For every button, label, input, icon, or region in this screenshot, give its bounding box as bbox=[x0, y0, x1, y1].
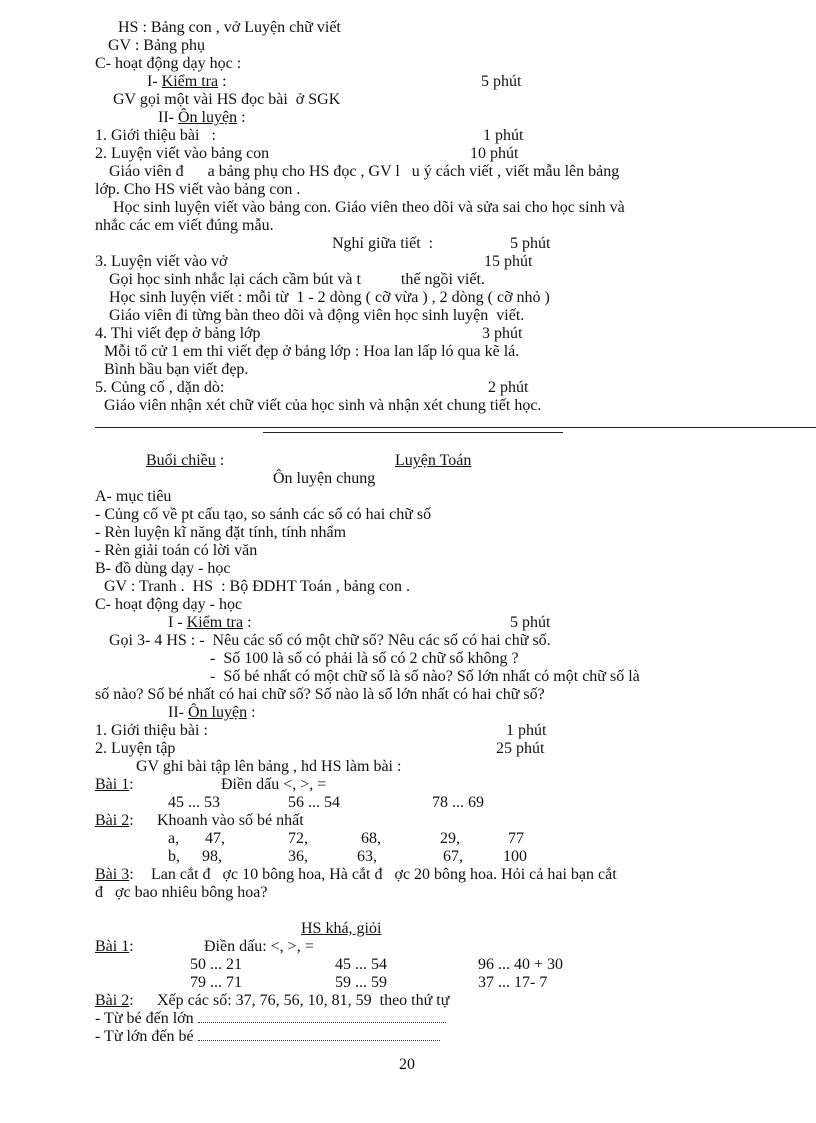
step-wrapup-time: 2 phút bbox=[488, 379, 529, 396]
objective-item: - Rèn giải toán có lời văn bbox=[95, 542, 258, 559]
advanced-exercise-1-item: 37 ... 17- 7 bbox=[478, 974, 548, 991]
check-text: GV gọi một vài HS đọc bài ở SGK bbox=[113, 91, 341, 108]
session-label: Buổi chiều : bbox=[146, 452, 225, 469]
practice-instruction: GV ghi bài tập lên bảng , hd HS làm bài : bbox=[136, 758, 402, 775]
exercise-1-item: 56 ... 54 bbox=[288, 794, 340, 811]
check-question: - Số bé nhất có một chữ số là số nào? Số lớn nhất có một chữ số là bbox=[210, 668, 640, 685]
exercise-2-number: 68, bbox=[361, 830, 381, 847]
advanced-exercise-2-label: Bài 2: bbox=[95, 992, 134, 1009]
section-b-heading: B- đồ dùng dạy - học bbox=[95, 560, 231, 577]
materials-hs: HS : Bảng con , vở Luyện chữ viết bbox=[118, 19, 341, 36]
paragraph-line: Giáo viên đ a bảng phụ cho HS đọc , GV l u ý cách viết , viết mẫu lên bảng bbox=[109, 163, 620, 180]
step-contest-time: 3 phút bbox=[482, 325, 523, 342]
step-wrapup: 5. Củng cố , dặn dò: bbox=[95, 379, 225, 396]
paragraph-line: Giáo viên nhận xét chữ viết của học sinh và nhận xét chung tiết học. bbox=[104, 397, 542, 414]
advanced-exercise-1-item: 79 ... 71 bbox=[190, 974, 242, 991]
page-number: 20 bbox=[399, 1056, 415, 1073]
step-intro-time: 1 phút bbox=[506, 722, 547, 739]
materials-gv: GV : Bảng phụ bbox=[108, 37, 206, 54]
break-time: 5 phút bbox=[510, 235, 551, 252]
check-question: Gọi 3- 4 HS : - Nêu các số có một chữ số? Nêu các số có hai chữ số. bbox=[109, 632, 551, 649]
break-label: Nghỉ giữa tiết : bbox=[332, 235, 434, 252]
step-notebook-writing-time: 15 phút bbox=[484, 253, 533, 270]
exercise-1-label: Bài 1: bbox=[95, 776, 134, 793]
section-c-heading: C- hoạt động dạy - học bbox=[95, 596, 243, 613]
step-board-writing-time: 10 phút bbox=[470, 145, 519, 162]
advanced-exercise-2-task: Xếp các số: 37, 76, 56, 10, 81, 59 theo thứ tự bbox=[157, 992, 450, 1009]
exercise-2-row-a-label: a, bbox=[168, 830, 180, 847]
exercise-1-item: 45 ... 53 bbox=[168, 794, 220, 811]
step-contest: 4. Thi viết đẹp ở bảng lớp bbox=[95, 325, 261, 342]
exercise-2-number: 77 bbox=[508, 830, 524, 847]
advanced-exercise-1-item: 45 ... 54 bbox=[335, 956, 387, 973]
check-heading: I- Kiểm tra : bbox=[147, 73, 227, 90]
exercise-3-label: Bài 3: bbox=[95, 866, 134, 883]
objective-item: - Củng cố về pt cấu tạo, so sánh các số có hai chữ số bbox=[95, 506, 432, 523]
review-heading: II- Ôn luyện : bbox=[158, 109, 246, 126]
advanced-exercise-1-item: 96 ... 40 + 30 bbox=[478, 956, 564, 973]
paragraph-line: Giáo viên đi từng bàn theo dõi và động viên học sinh luyện viết. bbox=[109, 307, 525, 324]
paragraph-line: lớp. Cho HS viết vào bảng con . bbox=[95, 181, 301, 198]
exercise-1-item: 78 ... 69 bbox=[432, 794, 484, 811]
exercise-2-task: Khoanh vào số bé nhất bbox=[157, 812, 304, 829]
advanced-exercise-1-task: Điền dấu: <, >, = bbox=[204, 938, 314, 955]
advanced-exercise-1-label: Bài 1: bbox=[95, 938, 134, 955]
check-question: - Số 100 là số có phải là số có 2 chữ số không ? bbox=[210, 650, 519, 667]
exercise-2-number: 47, bbox=[205, 830, 225, 847]
paragraph-line: Học sinh luyện viết vào bảng con. Giáo viên theo dõi và sửa sai cho học sinh và bbox=[113, 199, 625, 216]
paragraph-line: Mỗi tổ cử 1 em thi viết đẹp ở bảng lớp : Hoa lan lấp ló qua kẽ lá. bbox=[104, 343, 520, 360]
lesson-title: Ôn luyện chung bbox=[273, 470, 376, 487]
exercise-1-task: Điền dấu <, >, = bbox=[221, 776, 327, 793]
divider-short bbox=[263, 432, 563, 433]
check-time: 5 phút bbox=[510, 614, 551, 631]
exercise-2-number: 72, bbox=[288, 830, 308, 847]
step-intro: 1. Giới thiệu bài : bbox=[95, 722, 208, 739]
section-a-heading: A- mục tiêu bbox=[95, 488, 172, 505]
exercise-2-number: 67, bbox=[443, 848, 463, 865]
exercise-2-number: 63, bbox=[357, 848, 377, 865]
exercise-3-text: Lan cắt đ ợc 10 bông hoa, Hà cắt đ ợc 20 bông hoa. Hỏi cả hai bạn cắt bbox=[151, 866, 617, 883]
advanced-exercise-1-item: 59 ... 59 bbox=[335, 974, 387, 991]
step-board-writing: 2. Luyện viết vào bảng con bbox=[95, 145, 270, 162]
advanced-heading: HS khá, giỏi bbox=[301, 920, 382, 937]
objective-item: - Rèn luyện kĩ năng đặt tính, tính nhẩm bbox=[95, 524, 347, 541]
check-heading: I - Kiểm tra : bbox=[168, 614, 252, 631]
step-notebook-writing: 3. Luyện viết vào vở bbox=[95, 253, 228, 270]
step-intro: 1. Giới thiệu bài : bbox=[95, 127, 216, 144]
paragraph-line: Học sinh luyện viết : mỗi từ 1 - 2 dòng ( cỡ vừa ) , 2 dòng ( cỡ nhỏ ) bbox=[109, 289, 550, 306]
exercise-2-label: Bài 2: bbox=[95, 812, 134, 829]
materials-line: GV : Tranh . HS : Bộ ĐDHT Toán , bảng con . bbox=[104, 578, 411, 595]
subject-title: Luyện Toán bbox=[395, 452, 472, 469]
paragraph-line: Gọi học sinh nhắc lại cách cầm bút và t thế ngồi viết. bbox=[109, 271, 485, 288]
review-heading: II- Ôn luyện : bbox=[168, 704, 256, 721]
answer-blank bbox=[198, 1010, 446, 1023]
exercise-2-number: 98, bbox=[202, 848, 222, 865]
check-question: số nào? Số bé nhất có hai chữ số? Số nào là số lớn nhất có hai chữ số? bbox=[95, 686, 545, 703]
sort-ascending-line: - Từ bé đến lớn bbox=[95, 1010, 446, 1028]
advanced-exercise-1-item: 50 ... 21 bbox=[190, 956, 242, 973]
divider-full bbox=[95, 427, 816, 428]
exercise-3-text: đ ợc bao nhiêu bông hoa? bbox=[95, 884, 268, 901]
paragraph-line: nhắc các em viết đúng mẫu. bbox=[95, 217, 274, 234]
section-c-heading: C- hoạt động dạy học : bbox=[95, 55, 242, 72]
answer-blank bbox=[198, 1028, 440, 1041]
step-practice-time: 25 phút bbox=[496, 740, 545, 757]
exercise-2-number: 100 bbox=[503, 848, 527, 865]
paragraph-line: Bình bầu bạn viết đẹp. bbox=[104, 361, 249, 378]
exercise-2-number: 36, bbox=[288, 848, 308, 865]
exercise-2-row-b-label: b, bbox=[168, 848, 180, 865]
check-time: 5 phút bbox=[481, 73, 522, 90]
step-intro-time: 1 phút bbox=[483, 127, 524, 144]
sort-descending-line: - Từ lớn đến bé bbox=[95, 1028, 440, 1046]
step-practice: 2. Luyện tập bbox=[95, 740, 176, 757]
exercise-2-number: 29, bbox=[440, 830, 460, 847]
